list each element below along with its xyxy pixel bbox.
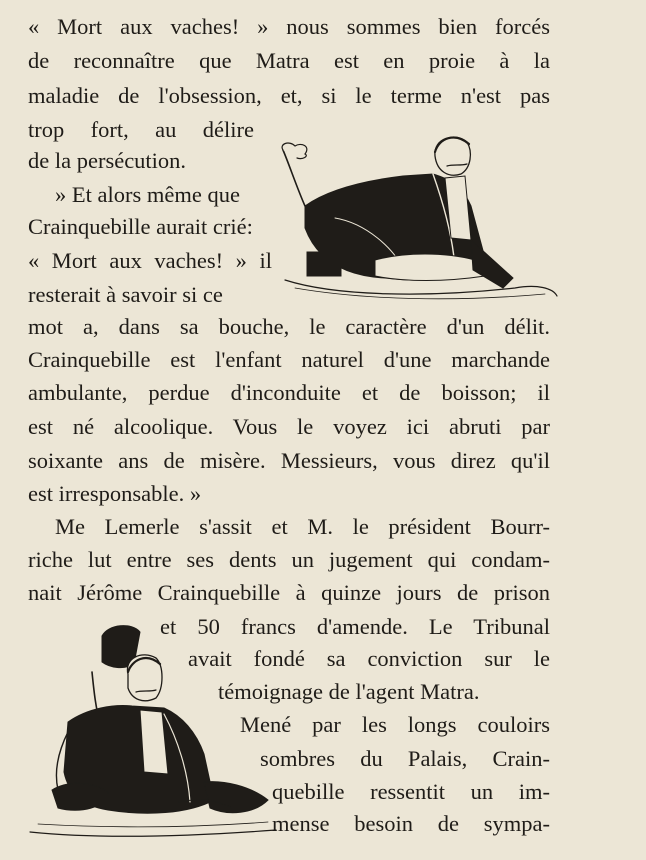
text-line: sombres du Palais, Crain- bbox=[260, 746, 550, 771]
lawyer-gesturing-illustration bbox=[275, 128, 560, 303]
text-line: avait fondé sa conviction sur le bbox=[188, 646, 550, 671]
text-line: mot a, dans sa bouche, le caractère d'un délit. bbox=[28, 314, 550, 339]
text-line: de reconnaître que Matra est en proie à la bbox=[28, 48, 550, 73]
judge-with-cap-illustration bbox=[28, 622, 278, 840]
text-line: trop fort, au délire bbox=[28, 117, 254, 142]
text-line: maladie de l'obsession, et, si le terme n'est pas bbox=[28, 83, 550, 108]
text-line: « Mort aux vaches! » nous sommes bien forcés bbox=[28, 14, 550, 39]
text-line: Crainquebille aurait crié: bbox=[28, 214, 253, 239]
text-line: riche lut entre ses dents un jugement qui condam- bbox=[28, 547, 550, 572]
text-line: soixante ans de misère. Messieurs, vous direz qu'il bbox=[28, 448, 550, 473]
text-line: » Et alors même que bbox=[55, 182, 240, 207]
text-line: nait Jérôme Crainquebille à quinze jours de prison bbox=[28, 580, 550, 605]
text-line: est né alcoolique. Vous le voyez ici abruti par bbox=[28, 414, 550, 439]
text-line: Me Lemerle s'assit et M. le président Bourr- bbox=[55, 514, 550, 539]
text-line: resterait à savoir si ce bbox=[28, 282, 223, 307]
text-line: de la persécution. bbox=[28, 148, 187, 173]
text-line: « Mort aux vaches! » il bbox=[28, 248, 272, 273]
text-line: est irresponsable. » bbox=[28, 481, 202, 506]
text-line: mense besoin de sympa- bbox=[272, 811, 550, 836]
text-line: ambulante, perdue d'inconduite et de boisson; il bbox=[28, 380, 550, 405]
text-line: témoignage de l'agent Matra. bbox=[218, 679, 480, 704]
text-line: quebille ressentit un im- bbox=[272, 779, 550, 804]
text-line: et 50 francs d'amende. Le Tribunal bbox=[160, 614, 550, 639]
text-line: Mené par les longs couloirs bbox=[240, 712, 550, 737]
text-line: Crainquebille est l'enfant naturel d'une marchande bbox=[28, 347, 550, 372]
